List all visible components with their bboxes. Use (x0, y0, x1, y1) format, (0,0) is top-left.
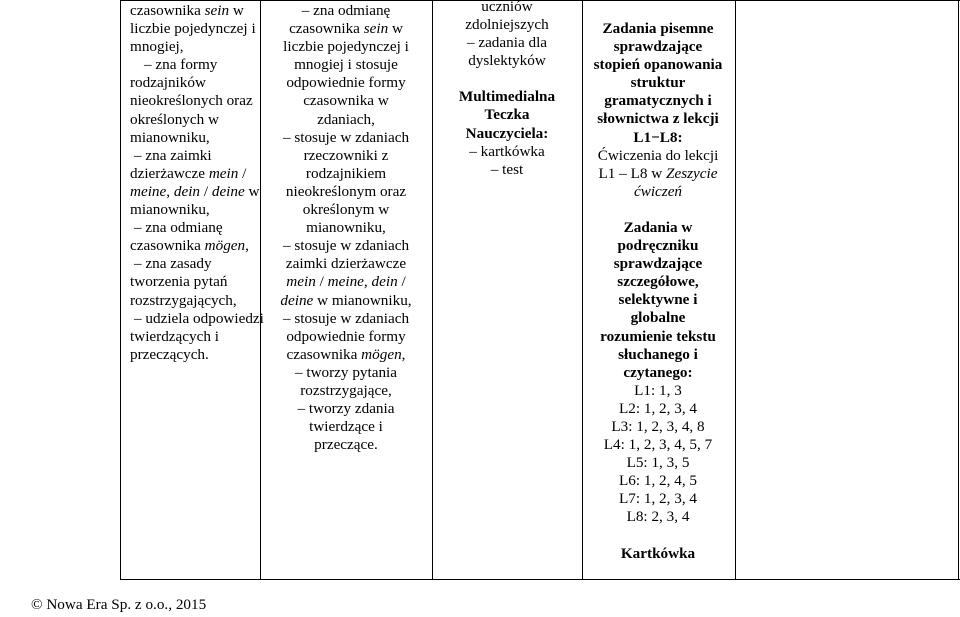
text-run: mein (208, 164, 239, 182)
text-run: Zadania pisemne (602, 20, 714, 37)
text-run: – zna zaimki (134, 146, 212, 164)
text-run: słownictwa z lekcji (597, 110, 719, 128)
text-run: deine (280, 291, 314, 309)
text-run: mein (286, 273, 316, 291)
text-run: przeczących. (130, 345, 209, 363)
column-divider-1 (260, 0, 261, 580)
text-run: – zna formy (144, 56, 218, 74)
text-run: twierdzące i (309, 418, 383, 436)
text-run: dyslektyków (468, 52, 546, 70)
text-line (587, 110, 729, 128)
text-line (130, 92, 253, 110)
text-run: – zadania dla (466, 34, 548, 52)
text-run: rozstrzygające, (300, 381, 392, 399)
text-line (262, 273, 430, 291)
text-run: Multimedialna (458, 88, 556, 106)
text-run: L1: 1, 3 (634, 381, 682, 399)
text-line (262, 382, 430, 400)
text-run: dein (173, 182, 201, 200)
text-run: odpowiednie formy (286, 327, 406, 345)
text-run: , (363, 273, 372, 291)
table-cell-col4 (587, 20, 729, 563)
text-line (587, 20, 729, 38)
text-run: w (244, 182, 260, 200)
text-line (441, 88, 573, 106)
text-line (262, 328, 430, 346)
text-run: rozumienie tekstu (600, 327, 716, 345)
text-line (130, 346, 250, 364)
text-run: mögen (361, 345, 402, 363)
text-run: określonym w (302, 201, 390, 219)
text-line (130, 182, 260, 201)
text-line (262, 436, 430, 454)
text-run: czasownika (130, 237, 205, 255)
text-line (587, 165, 729, 183)
text-run: czytanego: (623, 363, 693, 381)
text-run: – test (490, 160, 524, 178)
text-line (587, 309, 729, 327)
table-border-left (120, 0, 121, 580)
text-run: w (229, 2, 244, 19)
text-line (587, 38, 729, 56)
column-divider-4 (735, 0, 736, 580)
text-run: – tworzy pytania (294, 363, 398, 381)
copyright-footer: © Nowa Era Sp. z o.o., 2015 (31, 596, 207, 613)
text-run: czasownika (286, 345, 362, 363)
text-run: L2: 1, 2, 3, 4 (618, 399, 698, 417)
text-run: szczegółowe, (617, 273, 699, 291)
text-run: słuchanego i (618, 345, 698, 363)
column-divider-3 (582, 0, 583, 580)
text-line (130, 328, 250, 346)
text-line (130, 2, 250, 20)
text-line (587, 255, 729, 273)
text-run: – stosuje w zdaniach (282, 237, 410, 255)
text-run: w mianowniku, (313, 291, 412, 309)
text-run: stopień opanowania (593, 56, 723, 74)
text-line (587, 56, 729, 74)
text-line (130, 309, 264, 328)
text-line (587, 237, 729, 255)
text-run: sein (363, 20, 389, 38)
text-run: liczbie pojedynczej i (130, 20, 256, 38)
text-line (441, 125, 573, 143)
text-run: zaimki dzierżawcze (285, 255, 407, 273)
text-run: – stosuje w zdaniach (282, 128, 410, 146)
text-line (587, 328, 729, 346)
text-run: czasownika (130, 2, 205, 19)
text-line (262, 310, 430, 328)
text-line (587, 490, 729, 508)
text-run: ćwiczeń (633, 182, 683, 200)
text-run: sein (204, 2, 230, 19)
text-line (587, 291, 729, 309)
text-run: rozstrzygających, (130, 291, 237, 309)
text-run: L8: 2, 3, 4 (626, 508, 690, 526)
text-run: sprawdzające (613, 255, 703, 273)
text-line (441, 143, 573, 161)
text-run: – tworzy zdania (297, 400, 395, 418)
text-line (587, 436, 729, 454)
text-line (130, 56, 250, 74)
text-run: czasownika (289, 20, 364, 38)
text-line (262, 56, 430, 74)
text-run: określonych w (130, 110, 219, 128)
text-line (587, 382, 729, 400)
text-line (130, 255, 250, 273)
text-run: sprawdzające (613, 38, 703, 56)
text-run: czasownika w (303, 92, 389, 110)
text-line (130, 111, 250, 129)
text-line (130, 129, 250, 147)
text-run: Zadania w (623, 218, 693, 236)
text-run: – zna odmianę (134, 219, 223, 237)
text-line (262, 74, 430, 92)
text-line (262, 92, 430, 110)
text-line (130, 74, 250, 92)
text-run: mnogiej i stosuje (294, 56, 398, 74)
text-line (441, 161, 573, 179)
text-line (130, 273, 250, 291)
text-run: uczniów (481, 0, 533, 15)
text-run: – zna zasady (134, 255, 212, 273)
text-run: mnogiej, (130, 38, 184, 56)
text-line (130, 20, 256, 38)
text-line (587, 92, 729, 110)
text-run: meine (130, 182, 167, 200)
text-line (441, 16, 573, 34)
text-line (587, 74, 729, 92)
text-line (441, 106, 573, 124)
text-run: – zna odmianę (301, 2, 391, 19)
text-line (441, 0, 573, 16)
text-line (587, 219, 729, 237)
table-cell-col2 (262, 2, 430, 454)
text-run: mögen (204, 237, 246, 255)
text-run: dein (371, 273, 398, 291)
text-line (262, 292, 430, 310)
text-run: L4: 1, 2, 3, 4, 5, 7 (603, 436, 713, 454)
text-line (262, 219, 430, 237)
table-cell-col1 (130, 2, 264, 364)
text-run: podręczniku (617, 237, 699, 255)
table-border-right (958, 0, 959, 580)
text-line (262, 20, 430, 38)
column-divider-2 (432, 0, 433, 580)
text-run: selektywne i (618, 291, 698, 309)
text-run: mianowniku, (130, 201, 210, 219)
text-line (262, 400, 430, 418)
text-line (262, 111, 430, 129)
text-run: w (388, 20, 403, 38)
text-run: L3: 1, 2, 3, 4, 8 (611, 417, 705, 435)
text-run: zdolniejszych (465, 16, 549, 34)
text-line (587, 545, 729, 563)
text-line (130, 165, 250, 183)
text-line (587, 364, 729, 382)
text-run: odpowiednie formy (286, 74, 406, 92)
text-run: Nauczyciela: (465, 124, 549, 142)
text-run: twierdzących i (130, 327, 219, 345)
line-spacer (587, 527, 729, 545)
table-cell-col3 (441, 0, 573, 179)
text-line (587, 147, 729, 165)
text-run: / (238, 164, 247, 182)
text-run: przeczące. (314, 436, 378, 454)
text-line (262, 201, 430, 219)
text-run: Kartkówka (620, 544, 696, 562)
text-run: , (245, 237, 249, 255)
text-run: Zeszycie (666, 164, 718, 182)
text-run: rodzajników (130, 74, 206, 92)
text-run: mianowniku, (306, 219, 386, 237)
text-run: meine (327, 273, 364, 291)
text-line (262, 129, 430, 147)
text-line (262, 346, 430, 364)
table-border-bottom (120, 579, 960, 580)
text-line (587, 508, 729, 526)
text-run: Teczka (484, 106, 530, 124)
text-line (262, 165, 430, 183)
text-run: L1 – L8 w (598, 164, 667, 182)
text-line (130, 237, 250, 255)
text-line (262, 418, 430, 436)
text-run: rzeczowniki z (303, 146, 389, 164)
text-run: – kartkówka (469, 142, 545, 160)
text-run: Ćwiczenia do lekcji (597, 146, 719, 164)
text-line (587, 183, 729, 201)
text-line (262, 2, 430, 20)
text-run: rodzajnikiem (305, 164, 387, 182)
text-run: struktur (630, 74, 686, 92)
text-run: – udziela odpowiedzi (134, 309, 264, 327)
line-spacer (441, 70, 573, 88)
text-run: / (397, 273, 406, 291)
text-run: – stosuje w zdaniach (282, 309, 410, 327)
text-line (262, 183, 430, 201)
text-run: L5: 1, 3, 5 (626, 454, 690, 472)
text-run: globalne (630, 309, 686, 327)
text-run: nieokreślonych oraz (130, 92, 253, 110)
text-run: L1−L8: (633, 128, 683, 146)
text-run: tworzenia pytań (130, 273, 228, 291)
text-run: L7: 1, 2, 3, 4 (618, 490, 698, 508)
text-run: , (166, 182, 174, 200)
text-line (130, 201, 250, 219)
text-line (441, 52, 573, 70)
text-line (262, 237, 430, 255)
text-line (587, 418, 729, 436)
text-line (587, 472, 729, 490)
text-line (130, 38, 250, 56)
text-line (262, 147, 430, 165)
text-run: / (315, 273, 328, 291)
text-run: mianowniku, (130, 128, 210, 146)
text-run: L6: 1, 2, 4, 5 (618, 472, 698, 490)
text-run: dzierżawcze (130, 164, 209, 182)
text-run: deine (211, 182, 245, 200)
line-spacer (587, 201, 729, 219)
text-run: zdaniach, (317, 110, 375, 128)
text-line (587, 346, 729, 364)
text-line (130, 219, 250, 237)
text-line (587, 400, 729, 418)
text-run: gramatycznych i (604, 92, 712, 110)
text-line (262, 364, 430, 382)
text-line (587, 129, 729, 147)
text-run: , (401, 345, 406, 363)
text-line (130, 292, 250, 310)
text-run: / (200, 182, 212, 200)
text-line (441, 34, 573, 52)
text-run: nieokreślonym oraz (285, 182, 407, 200)
text-line (130, 147, 250, 165)
text-line (262, 255, 430, 273)
text-line (587, 454, 729, 472)
text-line (262, 38, 430, 56)
text-line (587, 273, 729, 291)
text-run: liczbie pojedynczej i (283, 38, 409, 56)
